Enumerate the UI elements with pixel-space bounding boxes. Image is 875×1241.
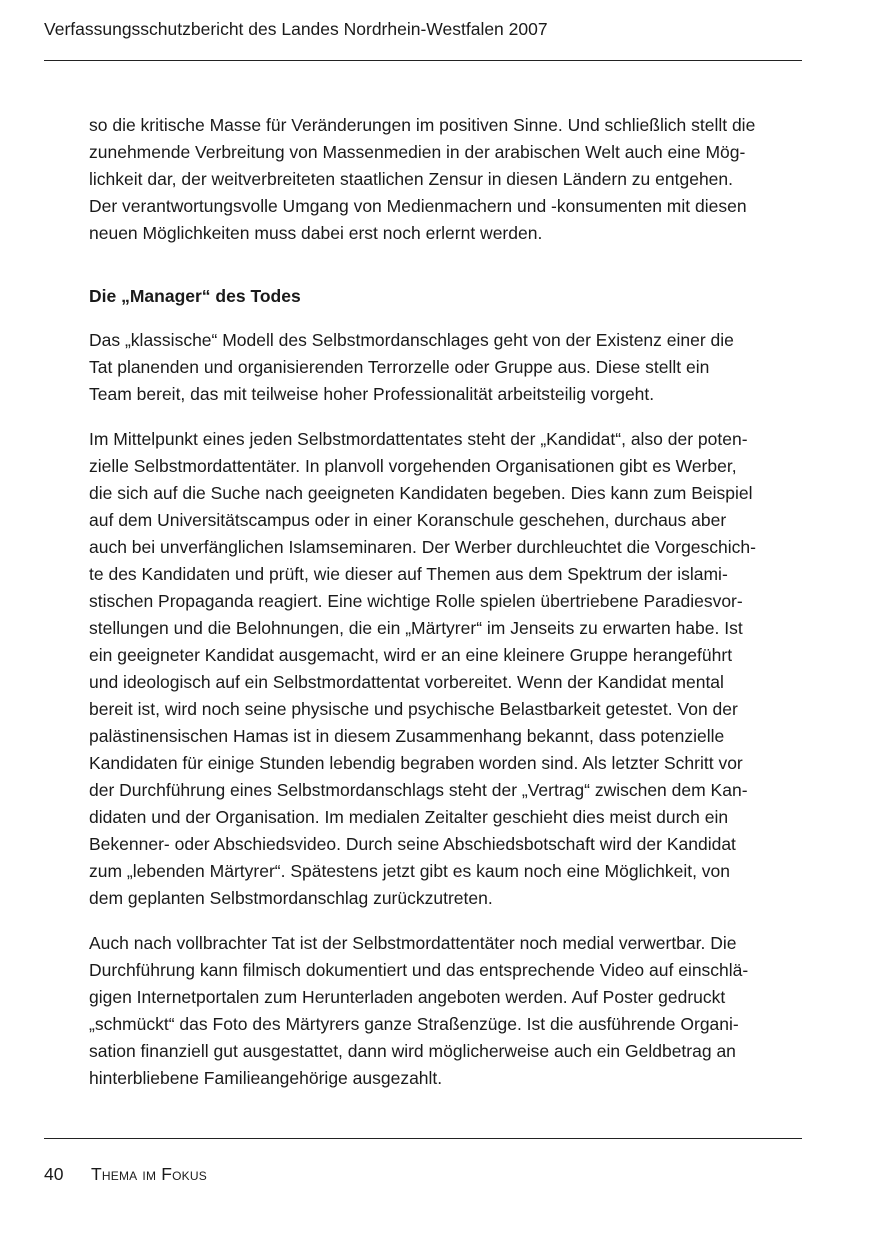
- text-line: ein geeigneter Kandidat ausgemacht, wird er an eine kleinere Gruppe herangeführt: [89, 645, 733, 665]
- paragraph-2: [89, 327, 803, 408]
- page-number: 40: [44, 1164, 64, 1184]
- text-line: Bekenner- oder Abschiedsvideo. Durch seine Abschiedsbotschaft wird der Kandidat: [89, 834, 736, 854]
- text-line: der Durchführung eines Selbstmordanschlags steht der „Vertrag“ zwischen dem Kan-: [89, 780, 748, 800]
- text-line: sation finanziell gut ausgestattet, dann wird möglicherweise auch ein Geldbetrag an: [89, 1041, 736, 1061]
- text-line: Team bereit, das mit teilweise hoher Professionalität arbeitsteilig vorgeht.: [89, 384, 655, 404]
- text-line: Der verantwortungsvolle Umgang von Medienmachern und -konsumenten mit diesen: [89, 196, 747, 216]
- text-line: neuen Möglichkeiten muss dabei erst noch erlernt werden.: [89, 223, 543, 243]
- text-line: lichkeit dar, der weitverbreiteten staatlichen Zensur in diesen Ländern zu entgehen.: [89, 169, 734, 189]
- text-line: „schmückt“ das Foto des Märtyrers ganze Straßenzüge. Ist die ausführende Organi-: [89, 1014, 739, 1034]
- footer-divider: [44, 1138, 802, 1139]
- text-line: gigen Internetportalen zum Herunterladen angeboten werden. Auf Poster gedruckt: [89, 987, 726, 1007]
- header-divider: [44, 60, 802, 61]
- text-line: Tat planenden und organisierenden Terrorzelle oder Gruppe aus. Diese stellt ein: [89, 357, 710, 377]
- section-heading: Die „Manager“ des Todes: [89, 286, 301, 306]
- text-line: hinterbliebene Familieangehörige ausgezahlt.: [89, 1068, 443, 1088]
- paragraph-3: [89, 426, 803, 912]
- text-line: Im Mittelpunkt eines jeden Selbstmordattentates steht der „Kandidat“, also der poten-: [89, 429, 748, 449]
- text-line: Auch nach vollbrachter Tat ist der Selbstmordattentäter noch medial verwertbar. Die: [89, 933, 737, 953]
- text-line: didaten und der Organisation. Im medialen Zeitalter geschieht dies meist durch ein: [89, 807, 729, 827]
- text-line: so die kritische Masse für Veränderungen im positiven Sinne. Und schließlich stellt die: [89, 115, 756, 135]
- text-line: bereit ist, wird noch seine physische und psychische Belastbarkeit getestet. Von der: [89, 699, 738, 719]
- text-line: zunehmende Verbreitung von Massenmedien in der arabischen Welt auch eine Mög-: [89, 142, 746, 162]
- text-line: zielle Selbstmordattentäter. In planvoll vorgehenden Organisationen gibt es Werber,: [89, 456, 737, 476]
- text-line: stischen Propaganda reagiert. Eine wichtige Rolle spielen übertriebene Paradiesvor-: [89, 591, 743, 611]
- page-body: [89, 112, 803, 1110]
- text-line: zum „lebenden Märtyrer“. Spätestens jetzt gibt es kaum noch eine Möglichkeit, von: [89, 861, 731, 881]
- footer-section-title: Thema im Fokus: [91, 1164, 207, 1184]
- paragraph-1: [89, 112, 803, 247]
- text-line: Kandidaten für einige Stunden lebendig begraben worden sind. Als letzter Schritt vor: [89, 753, 743, 773]
- text-line: Durchführung kann filmisch dokumentiert und das entsprechende Video auf einschlä-: [89, 960, 749, 980]
- text-line: die sich auf die Suche nach geeigneten Kandidaten begeben. Dies kann zum Beispiel: [89, 483, 753, 503]
- text-line: auch bei unverfänglichen Islamseminaren. Der Werber durchleuchtet die Vorgeschich-: [89, 537, 756, 557]
- running-header-title: Verfassungsschutzbericht des Landes Nordrhein-Westfalen 2007: [44, 19, 548, 39]
- text-line: dem geplanten Selbstmordanschlag zurückzutreten.: [89, 888, 493, 908]
- text-line: und ideologisch auf ein Selbstmordattentat vorbereitet. Wenn der Kandidat mental: [89, 672, 724, 692]
- paragraph-4: [89, 930, 803, 1092]
- text-line: te des Kandidaten und prüft, wie dieser auf Themen aus dem Spektrum der islami-: [89, 564, 728, 584]
- text-line: palästinensischen Hamas ist in diesem Zusammenhang bekannt, dass potenzielle: [89, 726, 725, 746]
- text-line: auf dem Universitätscampus oder in einer Koranschule geschehen, durchaus aber: [89, 510, 727, 530]
- text-line: stellungen und die Belohnungen, die ein „Märtyrer“ im Jenseits zu erwarten habe. Ist: [89, 618, 743, 638]
- text-line: Das „klassische“ Modell des Selbstmordanschlages geht von der Existenz einer die: [89, 330, 734, 350]
